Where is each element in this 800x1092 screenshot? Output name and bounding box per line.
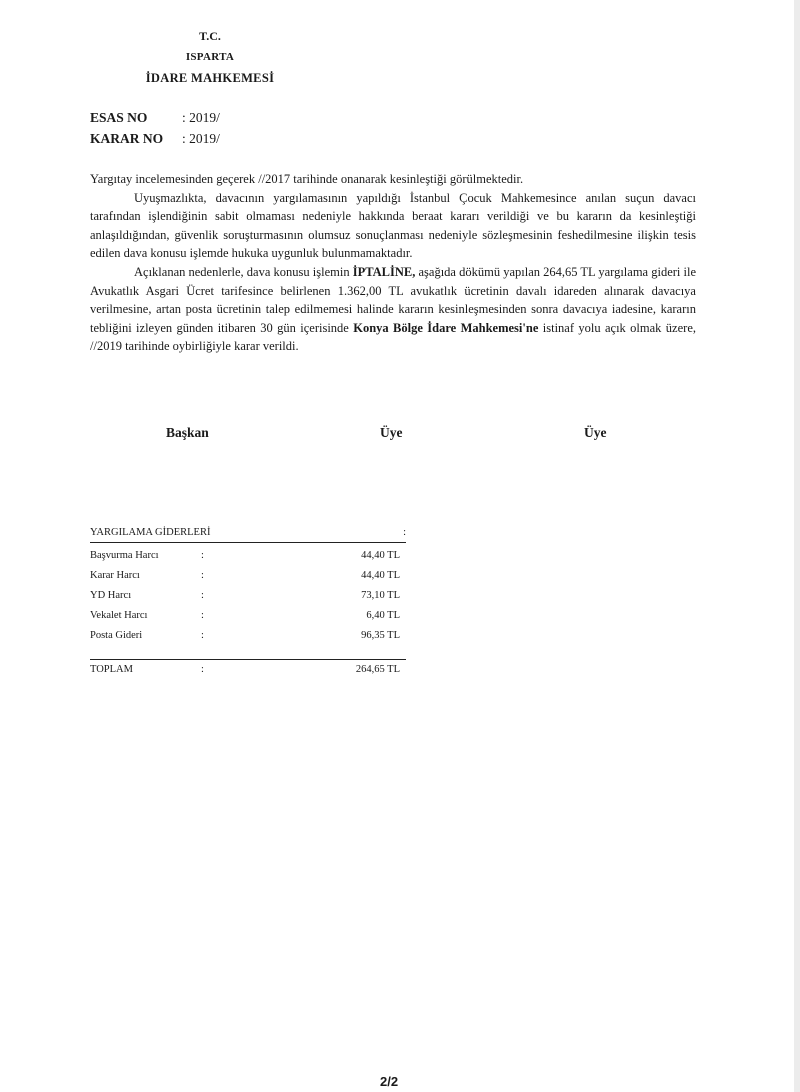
esas-row: [90, 110, 220, 131]
total-label: TOPLAM: [90, 664, 133, 675]
signature-member-1: Üye: [380, 425, 403, 440]
signature-member-2: Üye: [584, 425, 607, 440]
expense-amount: 96,35 TL: [361, 630, 400, 641]
expense-row: [90, 586, 406, 606]
expenses-title-colon: :: [403, 527, 406, 538]
expense-label: Karar Harcı: [90, 570, 140, 581]
expense-amount: 44,40 TL: [361, 570, 400, 581]
expense-label: YD Harcı: [90, 590, 132, 601]
header-court: İDARE MAHKEMESİ: [145, 71, 275, 85]
expense-label: Vekalet Harcı: [90, 610, 148, 621]
karar-value: : 2019/: [182, 131, 220, 146]
expenses-title-text: YARGILAMA GİDERLERİ: [90, 527, 211, 538]
expense-colon: :: [201, 570, 204, 581]
esas-label: ESAS NO: [90, 110, 148, 125]
decision-body: [90, 170, 696, 356]
total-colon: :: [201, 664, 204, 675]
expense-colon: :: [201, 610, 204, 621]
esas-value: : 2019/: [182, 110, 220, 125]
expenses-title: [90, 527, 406, 543]
expense-amount: 44,40 TL: [361, 550, 400, 561]
page-edge: [794, 0, 800, 1092]
expense-total-row: [90, 659, 406, 680]
paragraph-3-part-e: istinaf yolu açık olmak üzere, //2019 tarihinde oybirliğiyle karar verildi.: [90, 320, 696, 354]
expense-row: [90, 606, 406, 626]
header-city: ISPARTA: [185, 51, 235, 63]
case-references: [90, 110, 220, 152]
court-header: [120, 26, 300, 89]
expense-label: Posta Gideri: [90, 630, 143, 641]
expense-row: [90, 546, 406, 566]
expense-amount: 73,10 TL: [361, 590, 400, 601]
header-country: T.C.: [199, 29, 221, 43]
expense-colon: :: [201, 630, 204, 641]
expense-row: [90, 566, 406, 586]
annulment-ruling: İPTALİNE,: [352, 264, 416, 279]
expense-row: [90, 626, 406, 646]
total-amount: 264,65 TL: [355, 664, 400, 675]
expenses-table: [90, 527, 406, 680]
expense-colon: :: [201, 550, 204, 561]
karar-row: [90, 131, 220, 152]
paragraph-3-part-c: aşağıda dökümü yapılan 264,65 TL yargılama gideri ile Avukatlık Asgari Ücret tarifesince belirlenen 1.362,00 TL avukatlık ücretinin davalı idareden alınarak davacıya verilmesine, artan posta ücretinin talep edilmemesi halinde kararın kesinleşmesinden sonra davacıya iadesine, kararın tebliğini izleyen günden itibaren 30 gün içerisinde: [90, 264, 697, 335]
expense-colon: :: [201, 590, 204, 601]
paragraph-2: Uyuşmazlıkta, davacının yargılamasının yapıldığı İstanbul Çocuk Mahkemesince anılan suçun davacı tarafından işlendiğinin sabit olmaması nedeniyle hakkında beraat kararı verildiği ve bu kararın da kesinleştiği anlaşıldığından, güvenlik soruşturmasının olumsuz sonuçlanması nedeniyle sözleşmesinin feshedilmesine ilişkin tesis edilen dava konusu işlemde hukuka uygunluk bulunmamaktadır.: [90, 190, 696, 261]
paragraph-3: [90, 263, 696, 356]
signature-president: Başkan: [166, 425, 209, 440]
appeal-court: Konya Bölge İdare Mahkemesi'ne: [353, 320, 539, 335]
karar-label: KARAR NO: [90, 131, 164, 146]
expense-label: Başvurma Harcı: [90, 550, 159, 561]
page-number: 2/2: [380, 1074, 399, 1089]
paragraph-3-part-a: Açıklanan nedenlerle, dava konusu işlemin: [134, 264, 353, 279]
paragraph-1: Yargıtay incelemesinden geçerek //2017 tarihinde onanarak kesinleştiği görülmektedir.: [90, 172, 524, 186]
expense-amount: 6,40 TL: [366, 610, 400, 621]
